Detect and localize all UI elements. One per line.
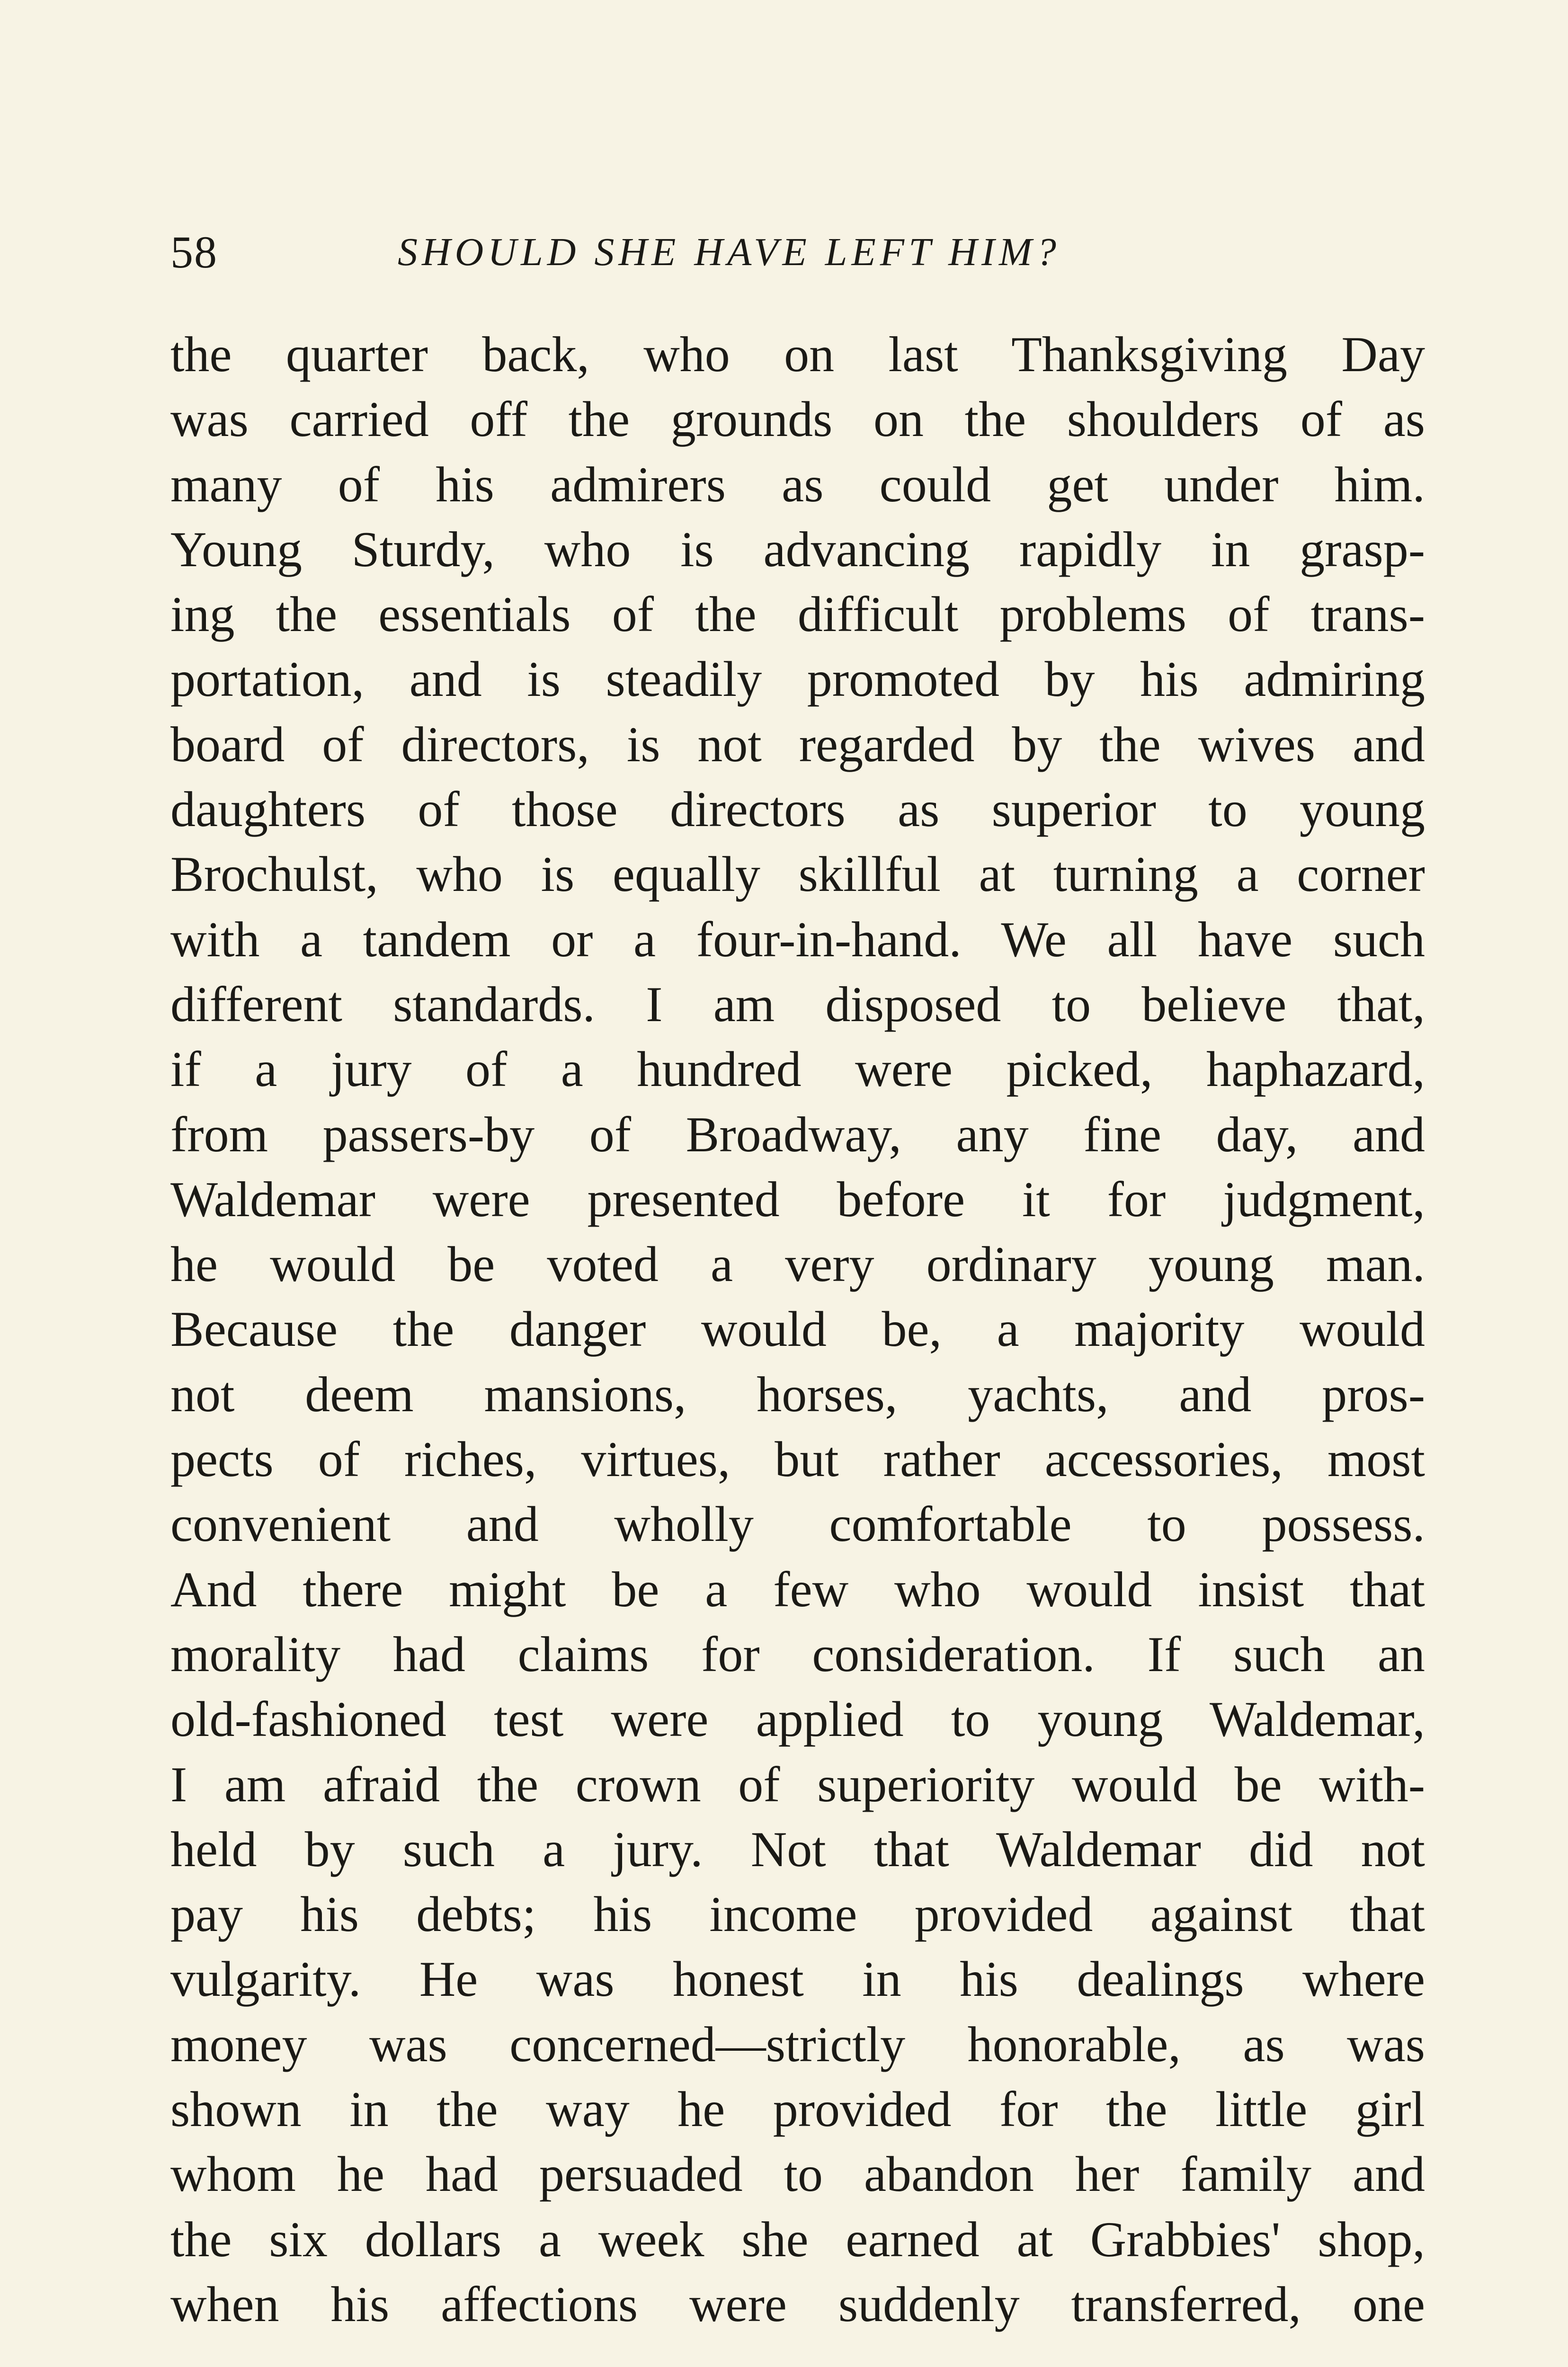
text-line: from passers-by of Broadway, any fine day, and xyxy=(170,1106,1425,1162)
text-line: daughters of those directors as superior to young xyxy=(170,782,1425,837)
text-line: Because the danger would be, a majority would xyxy=(170,1301,1425,1357)
text-line: board of directors, is not regarded by the wives and xyxy=(170,716,1425,772)
text-line: Young Sturdy, who is advancing rapidly in grasp- xyxy=(170,521,1425,577)
text-line: held by such a jury. Not that Waldemar did not xyxy=(170,1821,1425,1877)
text-line: old-fashioned test were applied to young Waldemar, xyxy=(170,1691,1425,1747)
page-number: 58 xyxy=(170,227,218,277)
text-line: morality had claims for consideration. If such an xyxy=(170,1626,1425,1682)
text-line: the quarter back, who on last Thanksgiving Day xyxy=(170,327,1425,382)
text-line: ing the essentials of the difficult problems of trans- xyxy=(170,587,1425,642)
text-line: convenient and wholly comfortable to possess. xyxy=(170,1496,1425,1552)
text-line: many of his admirers as could get under him. xyxy=(170,456,1425,512)
running-head xyxy=(170,222,1425,283)
text-line: Waldemar were presented before it for judgment, xyxy=(170,1171,1425,1227)
text-line: pay his debts; his income provided against that xyxy=(170,1886,1425,1942)
text-line: vulgarity. He was honest in his dealings where xyxy=(170,1951,1425,2007)
text-line: he would be voted a very ordinary young man. xyxy=(170,1237,1425,1292)
text-line: Brochulst, who is equally skillful at turning a corner xyxy=(170,846,1425,902)
text-line: I am afraid the crown of superiority would be with- xyxy=(170,1756,1425,1812)
text-line: portation, and is steadily promoted by his admiring xyxy=(170,651,1425,707)
text-line: not deem mansions, horses, yachts, and pros- xyxy=(170,1366,1425,1422)
text-line: if a jury of a hundred were picked, haphazard, xyxy=(170,1041,1425,1097)
text-line: different standards. I am disposed to believe that, xyxy=(170,976,1425,1032)
running-title: SHOULD SHE HAVE LEFT HIM? xyxy=(398,230,1060,274)
text-line: with a tandem or a four-in-hand. We all have such xyxy=(170,911,1425,967)
text-line: pects of riches, virtues, but rather accessories, most xyxy=(170,1432,1425,1487)
text-line: when his affections were suddenly transferred, one xyxy=(170,2276,1425,2332)
body-text xyxy=(170,322,1425,2337)
text-line: money was concerned—strictly honorable, as was xyxy=(170,2016,1425,2072)
text-line: whom he had persuaded to abandon her family and xyxy=(170,2146,1425,2202)
text-line: was carried off the grounds on the shoulders of as xyxy=(170,392,1425,447)
text-line: And there might be a few who would insist that xyxy=(170,1561,1425,1617)
text-line: the six dollars a week she earned at Grabbies' shop, xyxy=(170,2211,1425,2267)
text-line: shown in the way he provided for the little girl xyxy=(170,2082,1425,2137)
